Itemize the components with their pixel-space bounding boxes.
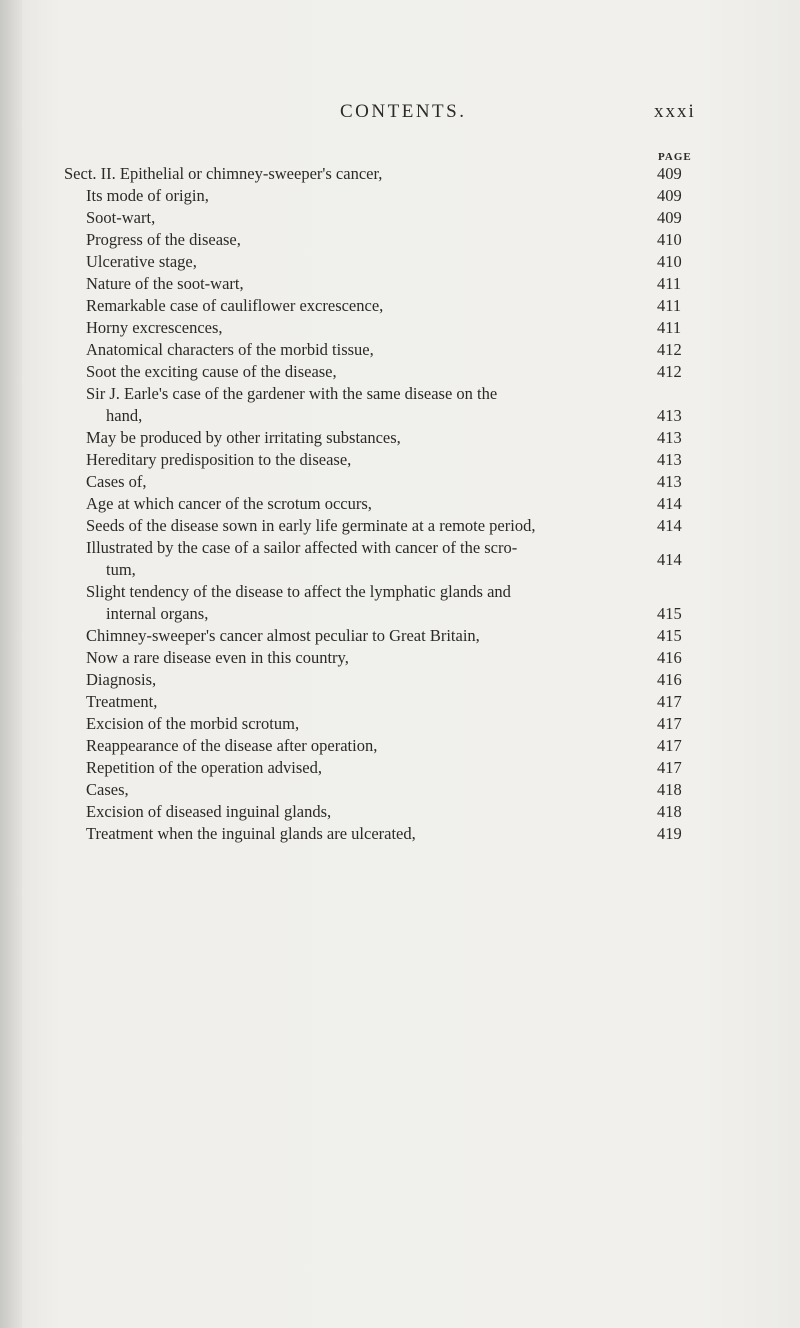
entry-text: Slight tendency of the disease to affect the lymphatic glands and	[86, 582, 511, 601]
entry-text: Cases of,	[86, 472, 147, 491]
entry-page-number: 411	[657, 296, 682, 315]
entry-page-number: 412	[657, 340, 682, 359]
entry-text: Seeds of the disease sown in early life germinate at a remote period,	[86, 516, 536, 535]
entry-page-number: 417	[657, 736, 682, 755]
entry-page-number: 415	[657, 604, 682, 623]
entry-page-number: 413	[657, 472, 682, 491]
entry-page-number: 417	[657, 714, 682, 733]
entry-page-number: 417	[657, 692, 682, 711]
entry-page-number: 412	[657, 362, 682, 381]
entry-text: Now a rare disease even in this country,	[86, 648, 349, 667]
entry-text: Nature of the soot-wart,	[86, 274, 244, 293]
entry-page-number: 413	[657, 406, 682, 425]
entry-page-number: 416	[657, 648, 682, 667]
entry-page-number: 417	[657, 758, 682, 777]
entry-page-number: 414	[657, 516, 682, 535]
entry-text: Its mode of origin,	[86, 186, 209, 205]
entry-page-number: 415	[657, 626, 682, 645]
entry-page-number: 414	[657, 494, 682, 513]
running-title: CONTENTS.	[340, 101, 467, 122]
entry-text: Sect. II. Epithelial or chimney-sweeper's cancer,	[64, 164, 383, 183]
entry-text: hand,	[106, 406, 143, 425]
entry-text: Soot the exciting cause of the disease,	[86, 362, 337, 381]
entry-page-number: 418	[657, 780, 682, 799]
entry-page-number: 410	[657, 230, 682, 249]
entry-text: Treatment,	[86, 692, 158, 711]
entry-text: Remarkable case of cauliflower excrescence,	[86, 296, 384, 315]
entry-page-number: 411	[657, 318, 682, 337]
entry-text: Treatment when the inguinal glands are ulcerated,	[86, 824, 416, 843]
entry-text: Chimney-sweeper's cancer almost peculiar to Great Britain,	[86, 626, 480, 645]
entry-text: tum,	[106, 560, 136, 579]
entry-page-number: 409	[657, 186, 682, 205]
entry-text: May be produced by other irritating substances,	[86, 428, 401, 447]
entry-page-number: 416	[657, 670, 682, 689]
entry-text: Anatomical characters of the morbid tissue,	[86, 340, 374, 359]
entry-text: Illustrated by the case of a sailor affected with cancer of the scro-	[86, 538, 518, 557]
entry-text: Cases,	[86, 780, 129, 799]
entry-text: Age at which cancer of the scrotum occurs,	[86, 494, 372, 513]
entry-text: Horny excrescences,	[86, 318, 223, 337]
entry-page-number: 410	[657, 252, 682, 271]
entry-text: Ulcerative stage,	[86, 252, 197, 271]
page-folio: xxxi	[654, 101, 696, 122]
entry-text: Sir J. Earle's case of the gardener with the same disease on the	[86, 384, 498, 403]
entry-text: Excision of diseased inguinal glands,	[86, 802, 332, 821]
entry-text: Repetition of the operation advised,	[86, 758, 322, 777]
entry-page-number: 411	[657, 274, 682, 293]
page-column-label: PAGE	[658, 151, 692, 163]
entry-text: Soot-wart,	[86, 208, 156, 227]
entry-text: Progress of the disease,	[86, 230, 241, 249]
entry-page-number: 419	[657, 824, 682, 843]
entry-page-number: 409	[657, 208, 682, 227]
entry-page-number: 409	[657, 164, 682, 183]
entry-text: Excision of the morbid scrotum,	[86, 714, 300, 733]
entry-page-number: 414	[657, 550, 682, 569]
entry-page-number: 413	[657, 428, 682, 447]
entry-text: Hereditary predisposition to the disease,	[86, 450, 352, 469]
entry-text: Diagnosis,	[86, 670, 157, 689]
entry-page-number: 418	[657, 802, 682, 821]
entry-text: Reappearance of the disease after operation,	[86, 736, 378, 755]
entry-page-number: 413	[657, 450, 682, 469]
entry-text: internal organs,	[106, 604, 209, 623]
